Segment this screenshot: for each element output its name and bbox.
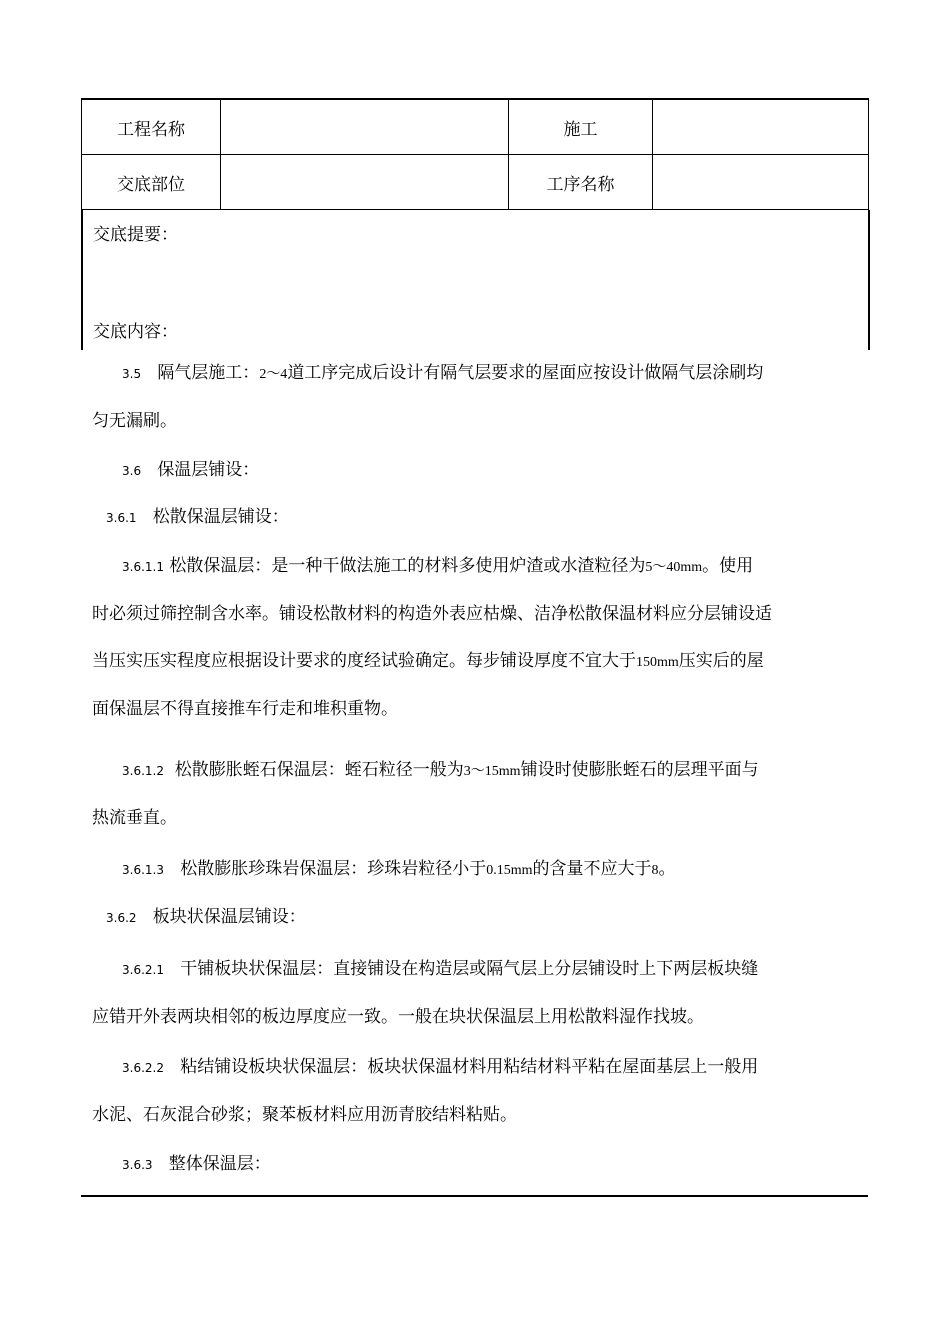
header-table	[81, 98, 869, 210]
number: 150mm	[636, 655, 679, 670]
section-number: 3.5	[122, 367, 142, 381]
paragraph-3-6-2-1	[92, 946, 860, 1041]
text: 铺设时使膨胀蛭石的层理平面与	[520, 760, 759, 780]
text: 。	[658, 859, 676, 879]
location-label: 交底部位	[82, 155, 221, 210]
paragraph-3-6-1-3	[92, 846, 860, 894]
text: 当压实压实程度应根据设计要求的度经试验确定。每步铺设厚度不宜大于	[92, 651, 636, 671]
number: 0.15mm	[486, 863, 533, 878]
text: 保温层铺设：	[157, 460, 260, 480]
text: 面保温层不得直接推车行走和堆积重物。	[92, 698, 398, 719]
text: 松散保温层：是一种干做法施工的材料多使用炉渣或水渣粒径为	[169, 556, 646, 576]
text: 道工序完成后设计有隔气层要求的屋面应按设计做隔气层涂刷均	[287, 363, 764, 383]
header-row-1	[82, 99, 869, 155]
number: 5～40mm	[645, 560, 703, 575]
paragraph-3-5	[92, 350, 860, 445]
text: 水泥、石灰混合砂浆；聚苯板材料应用沥青胶结料粘贴。	[92, 1104, 517, 1125]
section-number: 3.6.2.1	[122, 963, 164, 977]
text: 压实后的屋	[678, 651, 764, 671]
text: 。使用	[702, 556, 754, 576]
text: 匀无漏刷。	[92, 410, 177, 431]
paragraph-3-6-2-2	[92, 1044, 860, 1139]
project-name-label: 工程名称	[82, 99, 221, 155]
section-number: 3.6.3	[122, 1158, 153, 1172]
paragraph-3-6	[92, 447, 860, 495]
number: 2～4	[259, 367, 288, 382]
paragraph-3-6-3	[92, 1141, 860, 1189]
section-number: 3.6.2	[106, 911, 137, 925]
section-number: 3.6.1.2	[122, 764, 164, 778]
text: 干铺板块状保温层：直接铺设在构造层或隔气层上分层铺设时上下两层板块缝	[180, 959, 759, 979]
number: 8	[651, 863, 659, 878]
text: 整体保温层：	[168, 1154, 271, 1174]
process-label: 工序名称	[509, 155, 653, 210]
text: 粘结铺设板块状保温层：板块状保温材料用粘结材料平粘在屋面基层上一般用	[180, 1057, 759, 1077]
paragraph-3-6-2	[92, 894, 860, 942]
summary-box	[81, 210, 870, 350]
text: 板块状保温层铺设：	[152, 907, 306, 927]
text: 松散保温层铺设：	[152, 507, 289, 527]
section-number: 3.6.1.1	[122, 560, 164, 574]
text: 的含量不应大于	[532, 859, 652, 879]
text: 松散膨胀蛭石保温层：蛭石粒径一般为	[174, 760, 464, 780]
paragraph-3-6-1	[92, 494, 860, 542]
section-number: 3.6	[122, 464, 142, 478]
construction-label: 施工	[509, 99, 653, 155]
location-value	[221, 155, 509, 210]
paragraph-3-6-1-2	[92, 747, 860, 842]
section-number: 3.6.1.3	[122, 863, 164, 877]
construction-value	[653, 99, 869, 155]
paragraph-3-6-1-1	[92, 543, 860, 733]
header-row-2	[82, 155, 869, 210]
section-number: 3.6.2.2	[122, 1061, 164, 1075]
text: 时必须过筛控制含水率。铺设松散材料的构造外表应枯燥、洁净松散保温材料应分层铺设适	[92, 603, 772, 624]
project-name-value	[221, 99, 509, 155]
text: 应错开外表两块相邻的板边厚度应一致。一般在块状保温层上用松散料湿作找坡。	[92, 1006, 704, 1027]
content-label: 交底内容：	[93, 322, 178, 342]
text: 松散膨胀珍珠岩保温层：珍珠岩粒径小于	[180, 859, 487, 879]
bottom-rule	[81, 1195, 868, 1197]
section-number: 3.6.1	[106, 511, 137, 525]
process-value	[653, 155, 869, 210]
number: 3～15mm	[463, 764, 521, 779]
summary-label: 交底提要：	[93, 225, 178, 245]
text: 热流垂直。	[92, 807, 177, 828]
text: 隔气层施工：	[157, 363, 260, 383]
